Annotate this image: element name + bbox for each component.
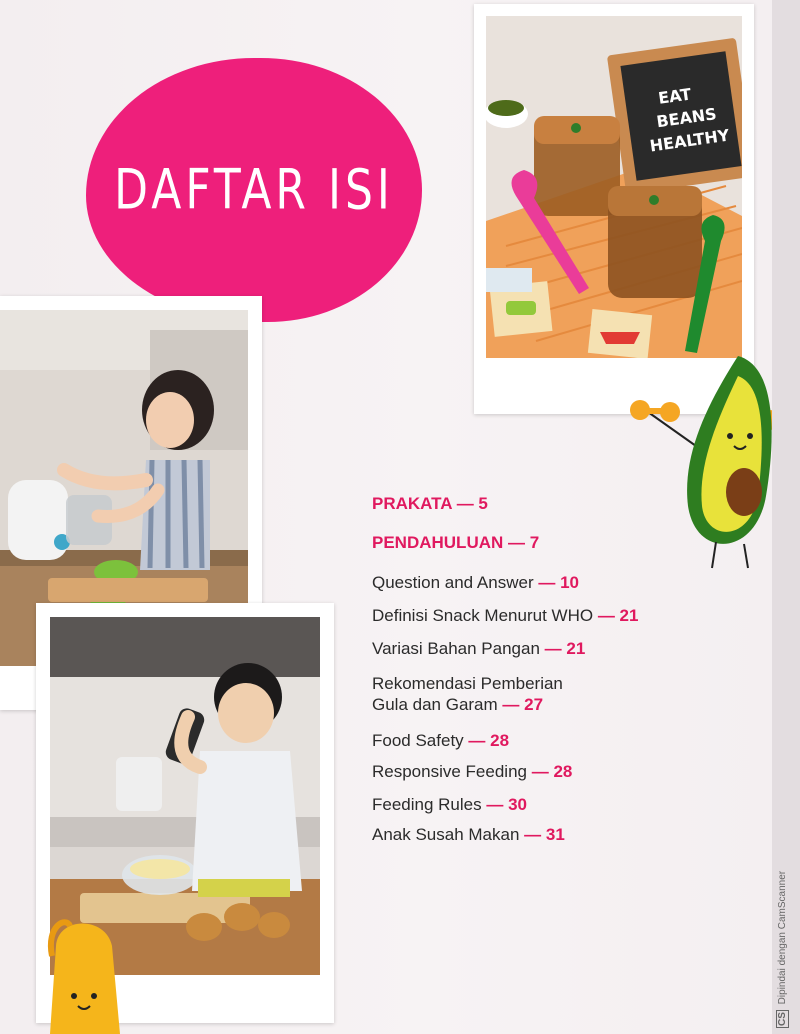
toc-entry-variasi-bahan: Variasi Bahan Pangan — 21 xyxy=(372,639,586,658)
scanner-watermark-text: Dipindai dengan CamScanner xyxy=(777,870,788,1005)
letter-board xyxy=(607,38,742,195)
toc-entry-qa: Question and Answer — 10 xyxy=(372,573,579,592)
toc-entry-rekomendasi-line2: Gula dan Garam — 27 xyxy=(372,695,544,714)
toc-label: Question and Answer xyxy=(372,573,534,592)
board-line-1: EAT xyxy=(657,84,693,108)
toc-label: Gula dan Garam xyxy=(372,695,498,714)
toc-page-number: 7 xyxy=(529,533,540,552)
toc-label: Food Safety xyxy=(372,731,464,750)
toc-label: Definisi Snack Menurut WHO xyxy=(372,606,594,625)
scanner-watermark xyxy=(777,858,795,1028)
corn-mascot-icon xyxy=(46,916,124,1034)
toc-page-number: 21 xyxy=(619,606,639,625)
toc-entry-prakata: PRAKATA — 5 xyxy=(372,494,488,513)
title-badge xyxy=(86,58,422,322)
toc-page-number: 5 xyxy=(478,494,488,513)
toc-entry-responsive-feeding: Responsive Feeding — 28 xyxy=(372,762,573,781)
toc-label: PENDAHULUAN xyxy=(372,533,504,552)
toc-entry-feeding-rules: Feeding Rules — 30 xyxy=(372,795,528,814)
page-title: DAFTAR ISI xyxy=(114,158,394,222)
toc-page-number: 10 xyxy=(560,573,579,592)
toc-page-number: 28 xyxy=(553,762,573,781)
table-of-contents xyxy=(372,494,712,874)
toc-entry-pendahuluan: PENDAHULUAN — 7 xyxy=(372,533,540,552)
soup-illustration xyxy=(486,16,742,358)
board-line-3: HEALTHY xyxy=(648,125,731,156)
toc-entry-anak-susah-makan: Anak Susah Makan — 31 xyxy=(372,825,565,844)
toc-label: Anak Susah Makan xyxy=(372,825,520,844)
toc-entry-rekomendasi-line1 xyxy=(372,674,563,694)
toc-page-number: 27 xyxy=(524,695,544,714)
toc-label: PRAKATA xyxy=(372,494,452,513)
board-line-2: BEANS xyxy=(655,104,718,132)
toc-label: Variasi Bahan Pangan xyxy=(372,639,540,658)
camscanner-icon: CS xyxy=(777,1012,788,1026)
toc-label: Responsive Feeding xyxy=(372,762,527,781)
soup-photo xyxy=(486,16,742,358)
toc-page-number: 31 xyxy=(545,825,565,844)
toc-page-number: 30 xyxy=(508,795,528,814)
toc-entry-food-safety: Food Safety — 28 xyxy=(372,731,510,750)
toc-page-number: 28 xyxy=(490,731,510,750)
toc-label: Rekomendasi Pemberian xyxy=(372,674,563,693)
toc-label: Feeding Rules xyxy=(372,795,482,814)
toc-entry-definisi-snack: Definisi Snack Menurut WHO — 21 xyxy=(372,606,639,625)
toc-page-number: 21 xyxy=(566,639,586,658)
